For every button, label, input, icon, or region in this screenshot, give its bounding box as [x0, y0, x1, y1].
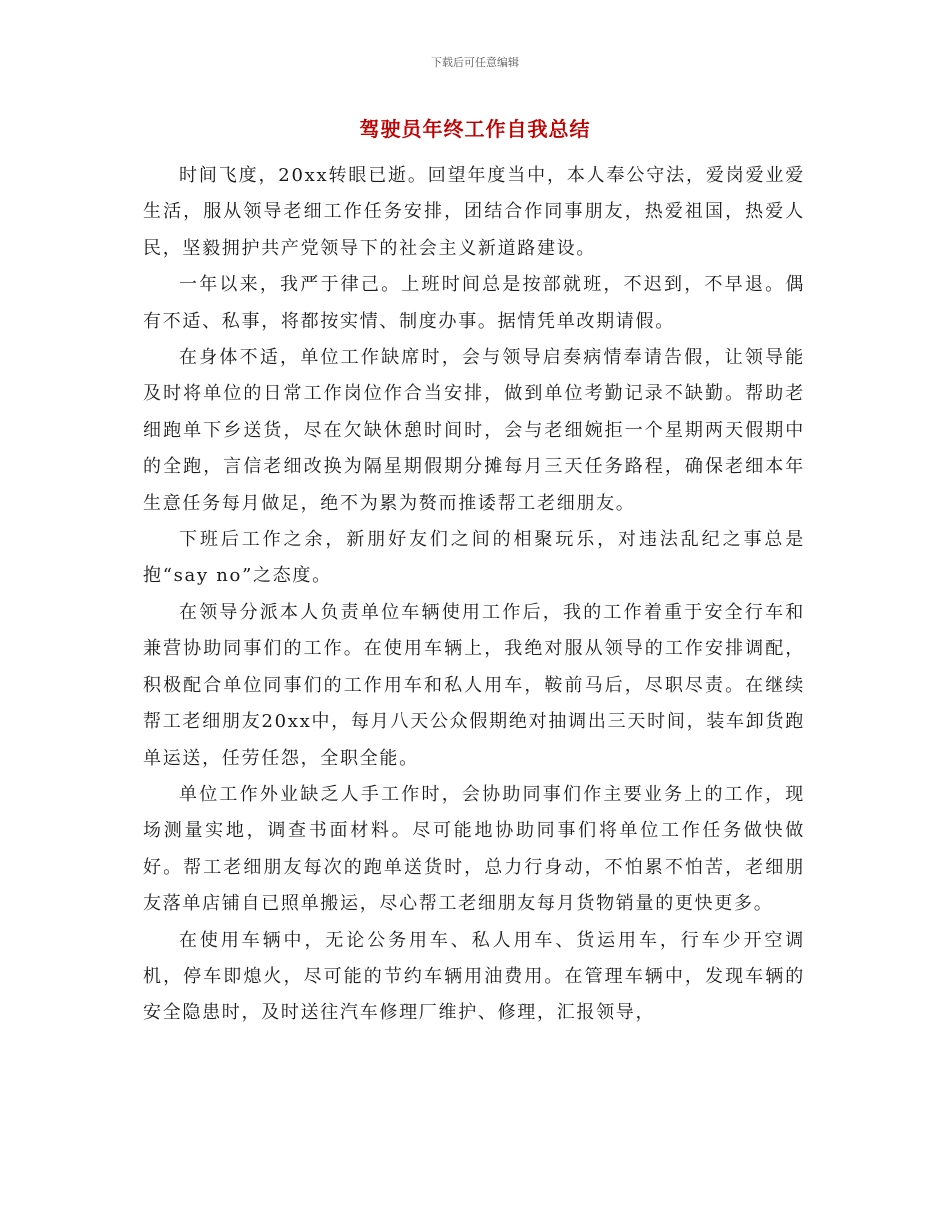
- paragraph: 在领导分派本人负责单位车辆使用工作后，我的工作着重于安全行车和兼营协助同事们的工作。在使用车辆上，我绝对服从领导的工作安排调配，积极配合单位同事们的工作用车和私人用车，鞍前马后，尽职尽责。在继续帮工老细朋友20xx中，每月八天公众假期绝对抽调出三天时间，装车卸货跑单运送，任劳任怨，全职全能。: [143, 601, 805, 769]
- paragraph: 下班后工作之余，新朋好友们之间的相聚玩乐，对违法乱纪之事总是抱“say no”之态度。: [143, 529, 805, 587]
- document-title: 驾驶员年终工作自我总结: [359, 117, 591, 141]
- paragraph: 在身体不适，单位工作缺席时，会与领导启奏病情奉请告假，让领导能及时将单位的日常工作岗位作合当安排，做到单位考勤记录不缺勤。帮助老细跑单下乡送货，尽在欠缺休憩时间时，会与老细婉拒一个星期两天假期中的全跑，言信老细改换为隔星期假期分摊每月三天任务路程，确保老细本年生意任务每月做足，绝不为累为赘而推诿帮工老细朋友。: [143, 347, 805, 514]
- paragraph: 在使用车辆中，无论公务用车、私人用车、货运用车，行车少开空调机，停车即熄火，尽可能的节约车辆用油费用。在管理车辆中，发现车辆的安全隐患时，及时送往汽车修理厂维护、修理，汇报领导，: [143, 929, 805, 1024]
- paragraph: 单位工作外业缺乏人手工作时，会协助同事们作主要业务上的工作，现场测量实地，调查书面材料。尽可能地协助同事们将单位工作任务做快做好。帮工老细朋友每次的跑单送货时，总力行身动，不怕累不怕苦，老细朋友落单店铺自已照单搬运，尽心帮工老细朋友每月货物销量的更快更多。: [143, 783, 805, 915]
- header-note: 下载后可任意编辑: [431, 56, 519, 69]
- document-body: [143, 158, 805, 1032]
- paragraph: 时间飞度，20xx转眼已逝。回望年度当中，本人奉公守法，爱岗爱业爱生活，服从领导老细工作任务安排，团结合作同事朋友，热爱祖国，热爱人民，坚毅拥护共产党领导下的社会主义新道路建设。: [143, 165, 805, 259]
- paragraph: 一年以来，我严于律己。上班时间总是按部就班，不迟到，不早退。偶有不适、私事，将都按实情、制度办事。据情凭单改期请假。: [143, 274, 805, 332]
